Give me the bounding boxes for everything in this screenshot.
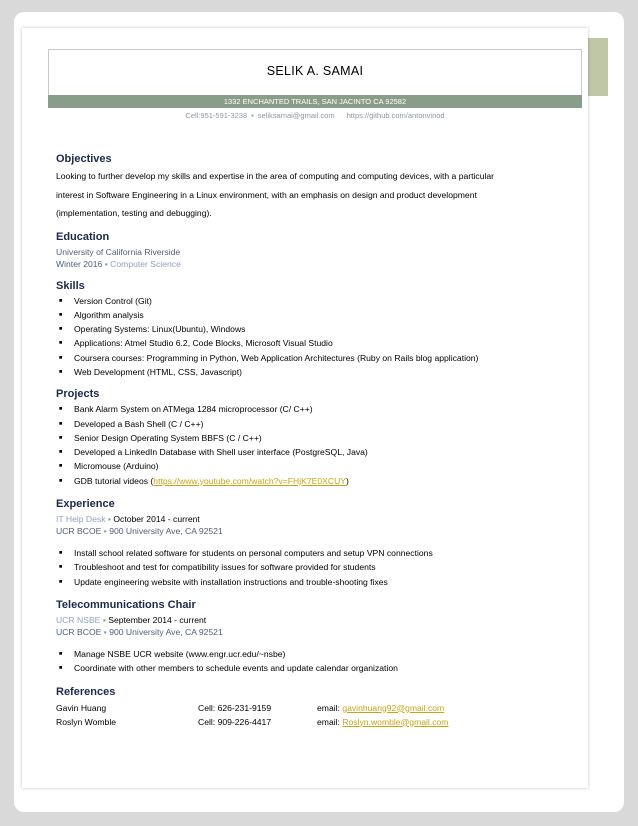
references-list <box>56 701 576 729</box>
resume-content <box>56 152 576 729</box>
separator-bullet: ▪ <box>103 526 107 537</box>
objectives-line: (implementation, testing and debugging). <box>56 208 212 218</box>
experience-role: IT Help Desk <box>56 514 106 525</box>
reference-cell: Cell: 626-231-9159 <box>198 702 272 713</box>
address-bar: 1332 ENCHANTED TRAILS, SAN JACINTO CA 92582 <box>48 95 582 108</box>
reference-name: Roslyn Womble <box>56 716 117 727</box>
gdb-video-link[interactable]: https://www.youtube.com/watch?v=FHjK7E0XCUY <box>153 475 347 486</box>
references-heading: References <box>56 685 116 698</box>
reference-name: Gavin Huang <box>56 702 107 713</box>
separator-bullet: ▪ <box>251 111 254 120</box>
reference-row <box>56 701 576 715</box>
experience-item: ■ Install school related software for students on personal computers and setup VPN connections <box>56 546 576 560</box>
objectives-line: interest in Software Engineering in a Linux environment, with an emphasis on design and product development <box>56 189 477 200</box>
skill-item: ■ Coursera courses: Programming in Python, Web Application Architectures (Ruby on Rails blog application) <box>56 351 576 365</box>
experience-item: ■ Update engineering website with installation instructions and trouble-shooting fixes <box>56 575 576 589</box>
project-item-gdb: ■ GDB tutorial videos (https://www.youtube.com/watch?v=FHjK7E0XCUY) <box>56 474 576 488</box>
education-details <box>56 258 576 270</box>
objectives-line: Looking to further develop my skills and expertise in the area of computing and computing devices, with a particular <box>56 171 495 181</box>
reference-email-link[interactable]: Roslyn.womble@gmail.com <box>342 716 449 727</box>
reference-cell: Cell: 909-226-4417 <box>198 716 272 727</box>
reference-email: email: Roslyn.womble@gmail.com <box>317 716 449 727</box>
telecom-list <box>56 647 576 676</box>
project-item: ■ Developed a LinkedIn Database with Shell user interface (PostgreSQL, Java) <box>56 445 576 459</box>
skills-heading: Skills <box>56 279 85 292</box>
skill-item: ■ Algorithm analysis <box>56 308 576 322</box>
telecom-location: 900 University Ave, CA 92521 <box>109 626 223 637</box>
experience-role-line <box>56 513 576 525</box>
objectives-heading: Objectives <box>56 153 112 165</box>
skill-item: ■ Operating Systems: Linux(Ubuntu), Windows <box>56 322 576 336</box>
project-item: ■ Bank Alarm System on ATMega 1284 microprocessor (C/ C++) <box>56 402 576 416</box>
reference-row <box>56 715 576 729</box>
experience-list <box>56 546 576 589</box>
telecom-dates: September 2014 - current <box>108 614 207 625</box>
school-name: University of California Riverside <box>56 246 181 257</box>
telecom-org-line <box>56 626 576 638</box>
education-major: Computer Science <box>110 258 181 269</box>
telecom-item: ■ Coordinate with other members to schedule events and update calendar organization <box>56 661 576 675</box>
objectives-text <box>56 167 576 223</box>
experience-location: 900 University Ave, CA 92521 <box>109 526 223 537</box>
separator-bullet: ▪ <box>104 258 108 269</box>
experience-org: UCR BCOE <box>56 526 102 537</box>
telecom-org: UCR BCOE <box>56 626 102 637</box>
email-address[interactable]: seliksamai@gmail.com <box>257 111 335 120</box>
telecom-org-label: UCR NSBE <box>56 614 101 625</box>
project-item: ■ Micromouse (Arduino) <box>56 459 576 473</box>
telecom-item: ■ Manage NSBE UCR website (www.engr.ucr.edu/~nsbe) <box>56 647 576 661</box>
experience-item: ■ Troubleshoot and test for compatibility issues for software provided for students <box>56 560 576 574</box>
projects-heading: Projects <box>56 388 100 401</box>
project-item: ■ Developed a Bash Shell (C / C++) <box>56 417 576 431</box>
education-term: Winter 2016 <box>56 258 103 269</box>
skills-list <box>56 294 576 380</box>
projects-list <box>56 402 576 488</box>
separator-bullet: ▪ <box>103 626 107 637</box>
contact-line <box>48 111 582 120</box>
education-heading: Education <box>56 230 110 243</box>
experience-heading: Experience <box>56 498 115 511</box>
phone-number: Cell:951-591-3238 <box>185 111 248 120</box>
github-link[interactable]: https://github.com/antonvinod <box>346 111 445 120</box>
telecom-heading: Telecommunications Chair <box>56 598 196 611</box>
separator-bullet: ▪ <box>102 614 106 625</box>
candidate-name: SELIK A. SAMAI <box>266 64 364 78</box>
experience-dates: October 2014 - current <box>113 514 200 525</box>
experience-org-line <box>56 525 576 537</box>
reference-email: email: gavinhuang92@gmail.com <box>317 702 445 713</box>
skill-item: ■ Web Development (HTML, CSS, Javascript) <box>56 365 576 379</box>
separator-bullet: ▪ <box>107 514 111 525</box>
reference-email-link[interactable]: gavinhuang92@gmail.com <box>342 702 445 713</box>
skill-item: ■ Version Control (Git) <box>56 294 576 308</box>
telecom-role-line <box>56 614 576 626</box>
project-item: ■ Senior Design Operating System BBFS (C / C++) <box>56 431 576 445</box>
skill-item: ■ Applications: Atmel Studio 6.2, Code Blocks, Microsoft Visual Studio <box>56 336 576 350</box>
